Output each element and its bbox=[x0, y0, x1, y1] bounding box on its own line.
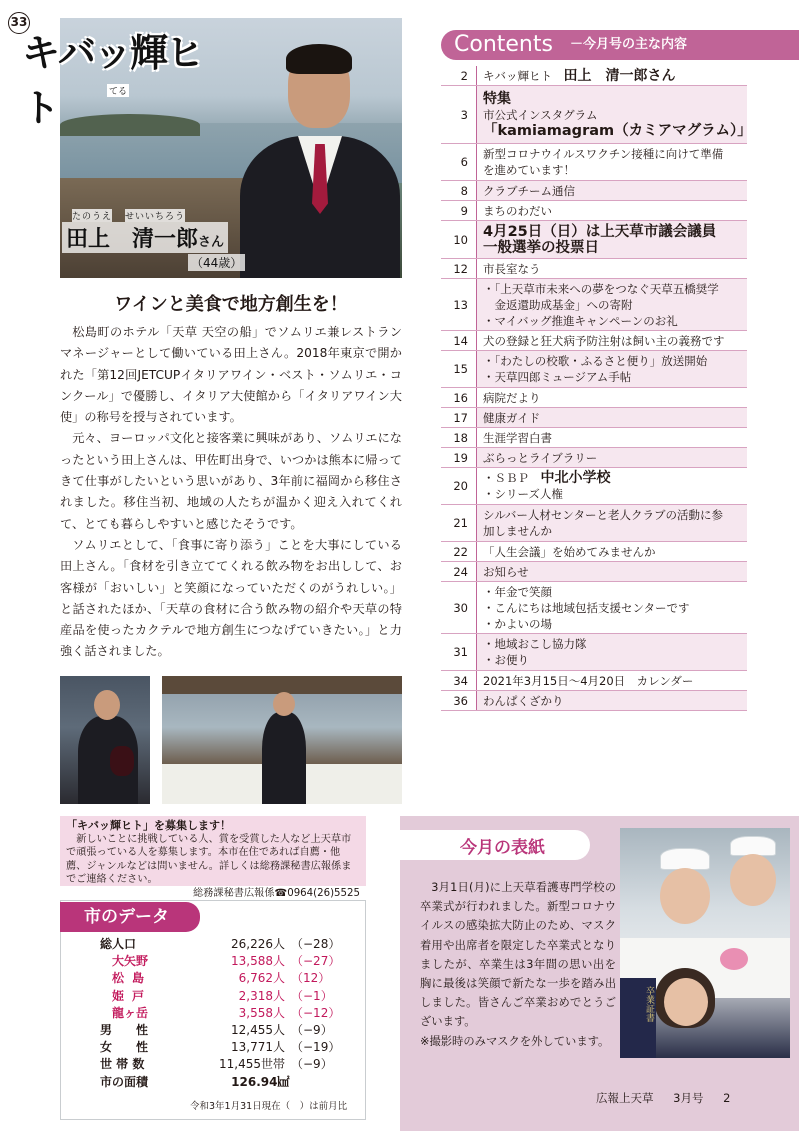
contents-title: Contents bbox=[454, 32, 553, 57]
city-data-row bbox=[100, 1056, 350, 1073]
toc-line: ・かよいの場 bbox=[483, 616, 552, 631]
toc-line: 「kamiamagram（カミアマグラム）」 bbox=[483, 122, 752, 139]
issue-label: 3月号 bbox=[673, 1091, 704, 1105]
toc-item[interactable] bbox=[441, 634, 747, 671]
toc-title bbox=[477, 144, 747, 180]
toc-item[interactable] bbox=[441, 351, 747, 388]
toc-item[interactable] bbox=[441, 562, 747, 582]
toc-title bbox=[477, 505, 747, 541]
toc-line: ・地域おこし協力隊 bbox=[483, 637, 587, 651]
toc-line: ・天草四郎ミュージアム手帖 bbox=[483, 370, 632, 384]
toc-page-number: 20 bbox=[441, 468, 477, 504]
toc-title bbox=[477, 221, 747, 258]
restaurant-photo bbox=[162, 676, 402, 804]
toc-title bbox=[477, 181, 747, 200]
toc-item[interactable] bbox=[441, 468, 747, 505]
city-data-label: 松島 bbox=[112, 971, 153, 986]
toc-page-number: 21 bbox=[441, 505, 477, 541]
toc-page-number: 9 bbox=[441, 201, 477, 220]
recruit-contact: 総務課秘書広報係☎0964(26)5525 bbox=[193, 887, 360, 899]
city-data-diff: （−28） bbox=[291, 937, 341, 951]
toc-item[interactable] bbox=[441, 86, 752, 144]
toc-line: 金返還助成基金」への寄附 bbox=[483, 297, 633, 312]
city-data-diff: （−27） bbox=[291, 954, 341, 969]
toc-item[interactable] bbox=[441, 691, 747, 711]
toc-line: ・こんにちは地域包括支援センターです bbox=[483, 600, 690, 615]
toc-page-number: 14 bbox=[441, 331, 477, 350]
toc-title bbox=[477, 388, 747, 407]
feature-body bbox=[60, 322, 402, 663]
toc-item[interactable] bbox=[441, 408, 747, 428]
city-data-row bbox=[100, 1074, 350, 1091]
city-data-row bbox=[100, 1022, 350, 1039]
city-data-label: 世 帯 数 bbox=[100, 1057, 145, 1072]
toc-title bbox=[477, 259, 747, 278]
toc-title bbox=[477, 468, 747, 504]
toc-item[interactable] bbox=[441, 448, 747, 468]
toc-title bbox=[477, 428, 747, 447]
feature-paragraph: 松島町のホテル「天草 天空の船」でソムリエ兼レストランマネージャーとして働いている田上さん。2018年東京で開かれた「第12回JETCUPイタリアワイン・ベスト・ソムリエ・コンクール」で優勝し、イタリア大使館から「イタリアワイン大使」の称号を授与されています。 bbox=[60, 325, 402, 425]
toc-page-number: 2 bbox=[441, 66, 477, 85]
city-data-diff: （−9） bbox=[291, 1057, 333, 1072]
toc-page-number: 31 bbox=[441, 634, 477, 670]
toc-item[interactable] bbox=[441, 331, 747, 351]
city-data-label: 大矢野 bbox=[112, 954, 149, 969]
toc-page-number: 22 bbox=[441, 542, 477, 561]
toc-page-number: 24 bbox=[441, 562, 477, 581]
toc-line: 「人生会議」を始めてみませんか bbox=[483, 544, 656, 559]
city-data-value: 126.94㎢ bbox=[231, 1074, 290, 1089]
toc-line: まちのわだい bbox=[483, 203, 552, 218]
city-data-label: 女 性 bbox=[100, 1040, 149, 1055]
toc-title bbox=[477, 408, 747, 427]
toc-page-number: 34 bbox=[441, 671, 477, 690]
flower-corsage-icon bbox=[720, 948, 748, 970]
feature-paragraph: 元々、ヨーロッパ文化と接客業に興味があり、ソムリエになったという田上さんは、甲佐町出身で、いつかは熊本に帰ってきて仕事がしたいという思いがあり、3年前に福岡から移住されました。移住当初、地域の人たちが温かく迎え入れてくれて、とても暮らしやすいと感じたそうです。 bbox=[60, 431, 402, 531]
toc-page-number: 3 bbox=[441, 86, 477, 143]
toc-page-number: 18 bbox=[441, 428, 477, 447]
city-data-label: 総人口 bbox=[100, 937, 137, 951]
city-data-row bbox=[100, 988, 350, 1005]
city-data-row bbox=[100, 1005, 350, 1022]
toc-page-number: 16 bbox=[441, 388, 477, 407]
toc-title bbox=[477, 562, 747, 581]
city-data-label: 龍ヶ岳 bbox=[112, 1005, 149, 1020]
toc-line: 生涯学習白書 bbox=[483, 430, 552, 445]
city-data-diff: （−1） bbox=[291, 988, 333, 1003]
toc-line: ぶらっとライブラリー bbox=[483, 450, 598, 465]
toc-item[interactable] bbox=[441, 66, 747, 86]
city-data-diff: （−9） bbox=[291, 1023, 333, 1038]
logo-text: キバッ輝ヒト bbox=[22, 30, 203, 130]
toc-line: クラブチーム通信 bbox=[483, 183, 575, 198]
toc-title bbox=[477, 201, 747, 220]
city-data-diff: （12） bbox=[291, 971, 331, 986]
toc-line: 2021年3月15日～4月20日 カレンダー bbox=[483, 673, 694, 688]
toc-line: 健康ガイド bbox=[483, 410, 541, 425]
toc-line: 新型コロナウイルスワクチン接種に向けて準備 bbox=[483, 147, 724, 161]
city-data-value: 11,455世帯 bbox=[219, 1057, 285, 1072]
toc-page-number: 12 bbox=[441, 259, 477, 278]
toc-page-number: 13 bbox=[441, 279, 477, 330]
toc-title bbox=[477, 448, 747, 467]
toc-item[interactable] bbox=[441, 259, 747, 279]
city-data-value: 3,558人 bbox=[238, 1005, 285, 1020]
feature-logo bbox=[22, 22, 212, 130]
toc-page-number: 30 bbox=[441, 582, 477, 633]
toc-line: ・「わたしの校歌・ふるさと便り」放送開始 bbox=[483, 354, 708, 368]
page-number: 33 bbox=[8, 12, 30, 34]
diploma: 卒業証書 bbox=[620, 978, 656, 1058]
toc-line: シルバー人材センターと老人クラブの活動に参 bbox=[483, 508, 723, 522]
cover-paragraph: 3月1日(月)に上天草看護専門学校の卒業式が行われました。新型コロナウイルスの感染拡大防止のため、マスク着用や出席者を限定した卒業式となりましたが、卒業生は3年間の思い出を胸に最後は笑顔で新たな一歩を踏み出しました。皆さんご卒業おめでとうございます。 bbox=[420, 881, 616, 1029]
cover-note: ※撮影時のみマスクを外しています。 bbox=[420, 1034, 610, 1048]
table-of-contents bbox=[441, 66, 752, 711]
toc-line: を進めています！ bbox=[483, 163, 575, 177]
toc-line: お知らせ bbox=[483, 564, 529, 579]
name-ruby-given: せいいちろう bbox=[125, 209, 185, 222]
toc-line: 加しませんか bbox=[483, 524, 552, 538]
wine-pouring-photo bbox=[60, 676, 150, 804]
graduation-photo bbox=[620, 828, 790, 1058]
city-data-value: 13,771人 bbox=[231, 1040, 285, 1055]
cover-title: 今月の表紙 bbox=[460, 838, 545, 858]
toc-page-number: 8 bbox=[441, 181, 477, 200]
toc-page-number: 15 bbox=[441, 351, 477, 387]
city-data-title: 市のデータ bbox=[60, 902, 200, 932]
feature-headline: ワインと美食で地方創生を！ bbox=[114, 294, 348, 315]
toc-title bbox=[477, 351, 747, 387]
city-data-note: 令和3年1月31日現在（ ）は前月比 bbox=[190, 1101, 348, 1112]
toc-line: 犬の登録と狂犬病予防注射は飼い主の義務です bbox=[483, 333, 725, 348]
name-ruby-family: たのうえ bbox=[72, 209, 112, 222]
city-data-value: 6,762人 bbox=[238, 971, 285, 986]
city-data-value: 12,455人 bbox=[231, 1023, 285, 1038]
footer-page-number: 2 bbox=[723, 1091, 731, 1105]
city-data-label: 市の面積 bbox=[100, 1074, 149, 1089]
toc-line: キバッ輝ヒト 田上 清一郎さん bbox=[483, 67, 676, 84]
city-data-diff: （−12） bbox=[291, 1005, 341, 1020]
toc-title bbox=[477, 582, 747, 633]
toc-title bbox=[477, 691, 747, 710]
toc-line: ・「上天草市未来への夢をつなぐ天草五橋奨学 bbox=[483, 281, 719, 296]
toc-line: 一般選挙の投票日 bbox=[483, 239, 599, 256]
toc-item[interactable] bbox=[441, 542, 747, 562]
city-data-row bbox=[100, 970, 350, 987]
toc-line: ・年金で笑顔 bbox=[483, 584, 552, 599]
city-data-value: 2,318人 bbox=[238, 988, 285, 1003]
toc-title bbox=[477, 66, 747, 85]
toc-title bbox=[477, 671, 747, 690]
toc-item[interactable] bbox=[441, 671, 747, 691]
toc-line: 4月25日（日）は上天草市議会議員 bbox=[483, 223, 717, 240]
page-footer bbox=[596, 1090, 746, 1106]
city-data-diff: （−19） bbox=[291, 1040, 341, 1055]
toc-line: 病院だより bbox=[483, 390, 541, 405]
toc-line: ・マイバッグ推進キャンペーンのお礼 bbox=[483, 313, 678, 328]
toc-page-number: 6 bbox=[441, 144, 477, 180]
city-data-label: 男 性 bbox=[100, 1023, 149, 1038]
city-data-row bbox=[100, 953, 350, 970]
person-name: 田上 清一郎さん bbox=[62, 222, 228, 253]
toc-item[interactable] bbox=[441, 428, 747, 448]
city-data-row bbox=[100, 1039, 350, 1056]
toc-item[interactable] bbox=[441, 582, 747, 634]
city-data-value: 26,226人 bbox=[231, 937, 285, 951]
toc-line: 特集 bbox=[483, 90, 511, 107]
logo-ruby: てる bbox=[107, 84, 129, 97]
contents-subtitle: －今月号の主な内容 bbox=[570, 37, 688, 52]
toc-line: 市公式インスタグラム bbox=[483, 107, 598, 122]
feature-paragraph: ソムリエとして、「食事に寄り添う」ことを大事にしている田上さん。「食材を引き立ててくれる飲み物をお出しして、お客様が「おいしい」と笑顔になっていただくのがうれしい。」と話されたほか、「天草の食材に合う飲み物の紹介や天草の特産品を使ったカクテルで地方創生につなげていきたい。」と力強く話されました。 bbox=[60, 537, 402, 659]
toc-item[interactable] bbox=[441, 505, 747, 542]
toc-title bbox=[477, 542, 747, 561]
city-data-label: 姫戸 bbox=[112, 988, 153, 1003]
toc-page-number: 36 bbox=[441, 691, 477, 710]
recruit-body: 新しいことに挑戦している人、賞を受賞した人など上天草市で頑張っている人を募集します。本市在住であれば自薦・他薦、ジャンルなどは問いません。詳しくは総務課秘書広報係までご連絡ください。 bbox=[66, 833, 352, 885]
toc-line: ・ＳＢＰ 中北小学校 bbox=[483, 470, 611, 486]
toc-title bbox=[477, 279, 747, 330]
toc-title bbox=[477, 634, 747, 670]
toc-page-number: 19 bbox=[441, 448, 477, 467]
cover-description bbox=[420, 878, 616, 1051]
publication-name: 広報上天草 bbox=[596, 1091, 654, 1105]
toc-item[interactable] bbox=[441, 201, 747, 221]
toc-page-number: 10 bbox=[441, 221, 477, 258]
city-data-value: 13,588人 bbox=[231, 954, 285, 969]
toc-page-number: 17 bbox=[441, 408, 477, 427]
recruit-title: 「キバッ輝ヒト」を募集します！ bbox=[66, 819, 231, 832]
toc-line: わんぱくざかり bbox=[483, 693, 564, 708]
toc-line: 市長室なう bbox=[483, 261, 541, 276]
toc-title bbox=[477, 331, 747, 350]
city-data-row bbox=[100, 936, 350, 953]
person-age: （44歳） bbox=[188, 254, 245, 271]
sommelier-figure bbox=[240, 48, 390, 278]
city-data-table bbox=[100, 936, 350, 1091]
city-data-diff bbox=[289, 1074, 350, 1091]
toc-item[interactable] bbox=[441, 144, 747, 181]
toc-item[interactable] bbox=[441, 279, 747, 331]
toc-item[interactable] bbox=[441, 388, 747, 408]
toc-title bbox=[477, 86, 752, 143]
recruit-notice bbox=[60, 816, 366, 899]
toc-line: ・シリーズ人権 bbox=[483, 487, 563, 501]
toc-item[interactable] bbox=[441, 221, 747, 259]
toc-item[interactable] bbox=[441, 181, 747, 201]
toc-line: ・お便り bbox=[483, 653, 529, 667]
